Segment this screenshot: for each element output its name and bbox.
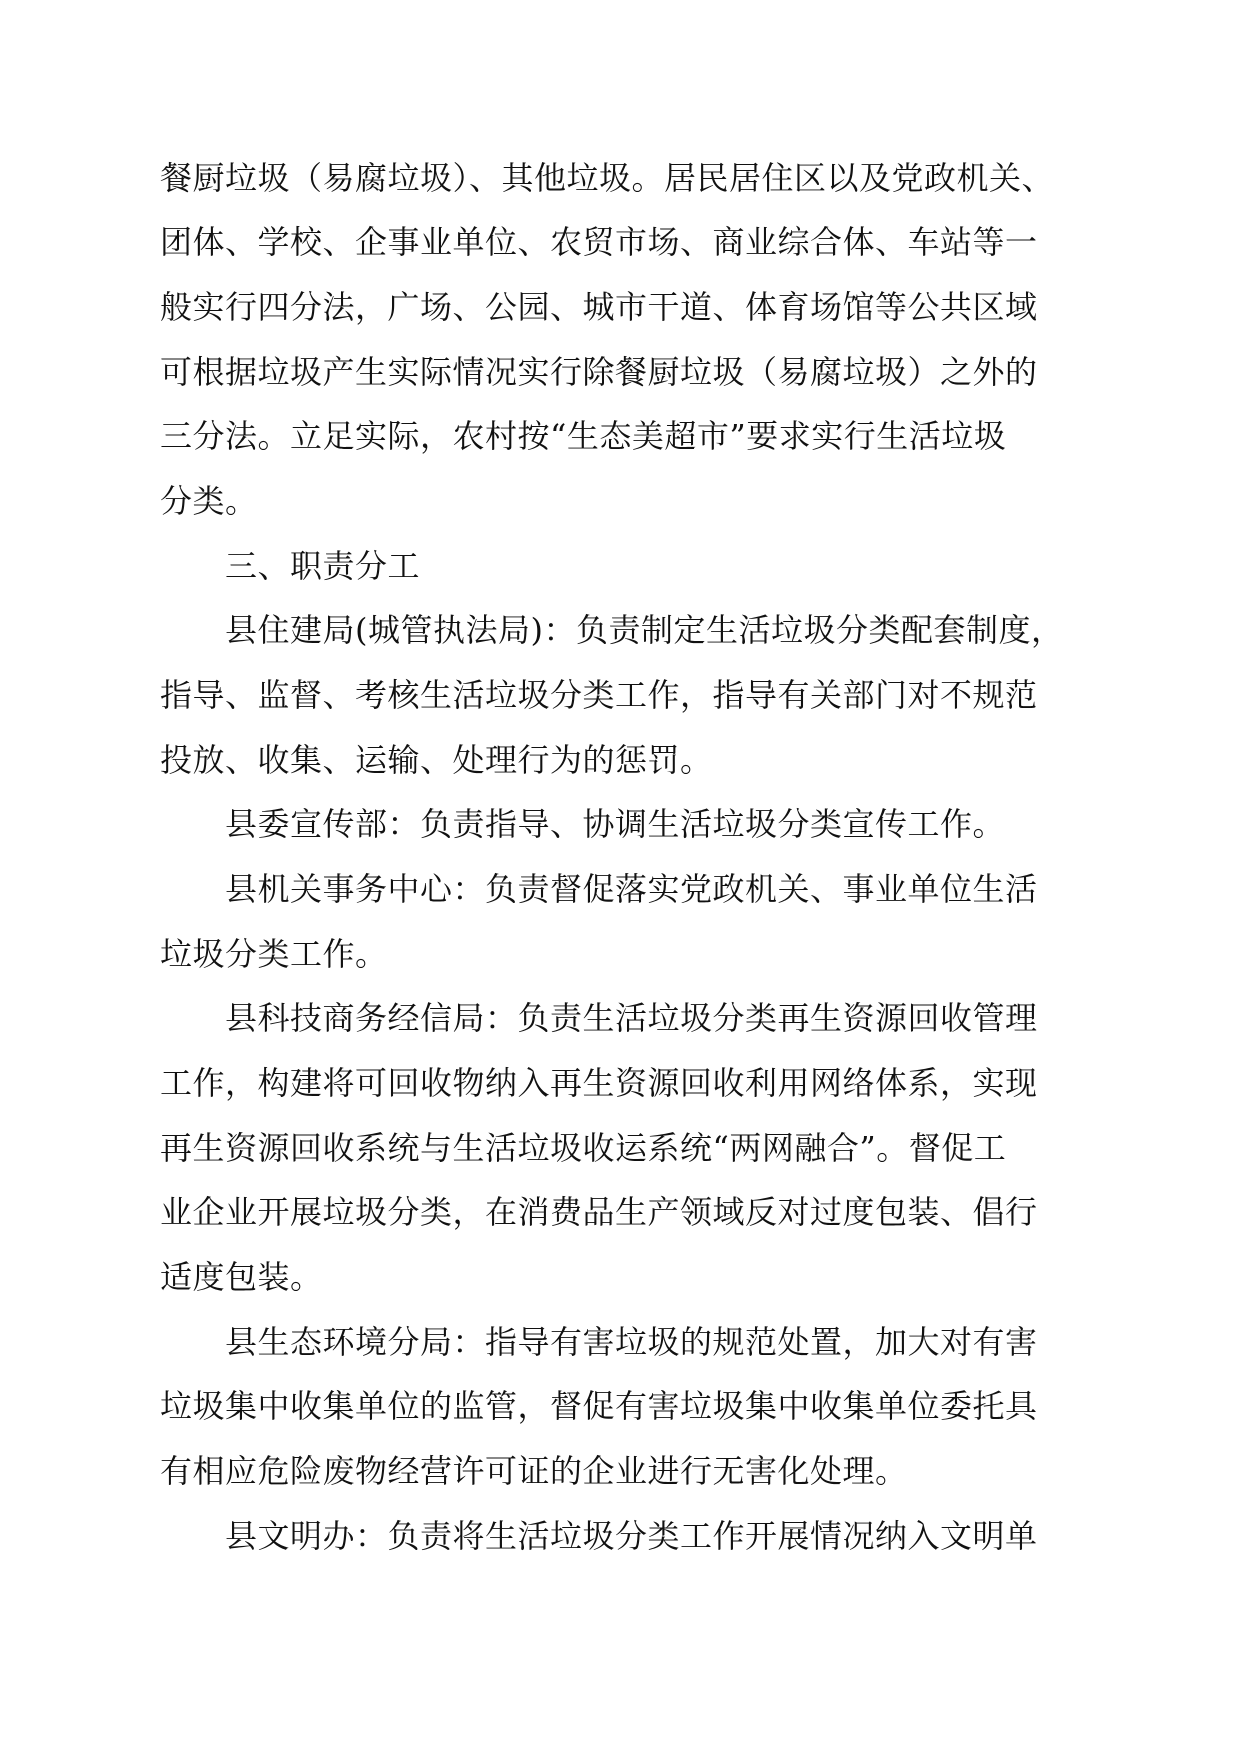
- text-line: 三分法。立足实际，农村按“生态美超市”要求实行生活垃圾: [160, 417, 1007, 455]
- text-line: 县科技商务经信局：负责生活垃圾分类再生资源回收管理: [225, 999, 1038, 1037]
- text-line: 县住建局(城管执法局)：负责制定生活垃圾分类配套制度，: [225, 611, 1064, 649]
- text-line: 垃圾分类工作。: [160, 935, 388, 973]
- text-line: 垃圾集中收集单位的监管，督促有害垃圾集中收集单位委托具: [160, 1387, 1038, 1425]
- text-line: 团体、学校、企事业单位、农贸市场、商业综合体、车站等一: [160, 223, 1038, 261]
- text-line: 工作，构建将可回收物纳入再生资源回收利用网络体系，实现: [160, 1064, 1038, 1102]
- text-line: 业企业开展垃圾分类，在消费品生产领域反对过度包装、倡行: [160, 1193, 1038, 1231]
- text-line: 县委宣传部：负责指导、协调生活垃圾分类宣传工作。: [225, 805, 1006, 843]
- text-line: 餐厨垃圾（易腐垃圾）、其他垃圾。居民居住区以及党政机关、: [160, 159, 1055, 197]
- text-line: 可根据垃圾产生实际情况实行除餐厨垃圾（易腐垃圾）之外的: [160, 353, 1038, 391]
- text-line: 县文明办：负责将生活垃圾分类工作开展情况纳入文明单: [225, 1517, 1038, 1555]
- text-line: 分类。: [160, 482, 258, 520]
- text-line: 投放、收集、运输、处理行为的惩罚。: [160, 741, 713, 779]
- text-line: 指导、监督、考核生活垃圾分类工作，指导有关部门对不规范: [160, 676, 1038, 714]
- text-line: 县机关事务中心：负责督促落实党政机关、事业单位生活: [225, 870, 1038, 908]
- text-line: 县生态环境分局：指导有害垃圾的规范处置，加大对有害: [225, 1323, 1038, 1361]
- text-line: 般实行四分法，广场、公园、城市干道、体育场馆等公共区域: [160, 288, 1038, 326]
- text-line: 再生资源回收系统与生活垃圾收运系统“两网融合”。督促工: [160, 1129, 1007, 1167]
- text-line: 有相应危险废物经营许可证的企业进行无害化处理。: [160, 1452, 908, 1490]
- section-heading: 三、职责分工: [225, 547, 421, 585]
- text-line: 适度包装。: [160, 1258, 323, 1296]
